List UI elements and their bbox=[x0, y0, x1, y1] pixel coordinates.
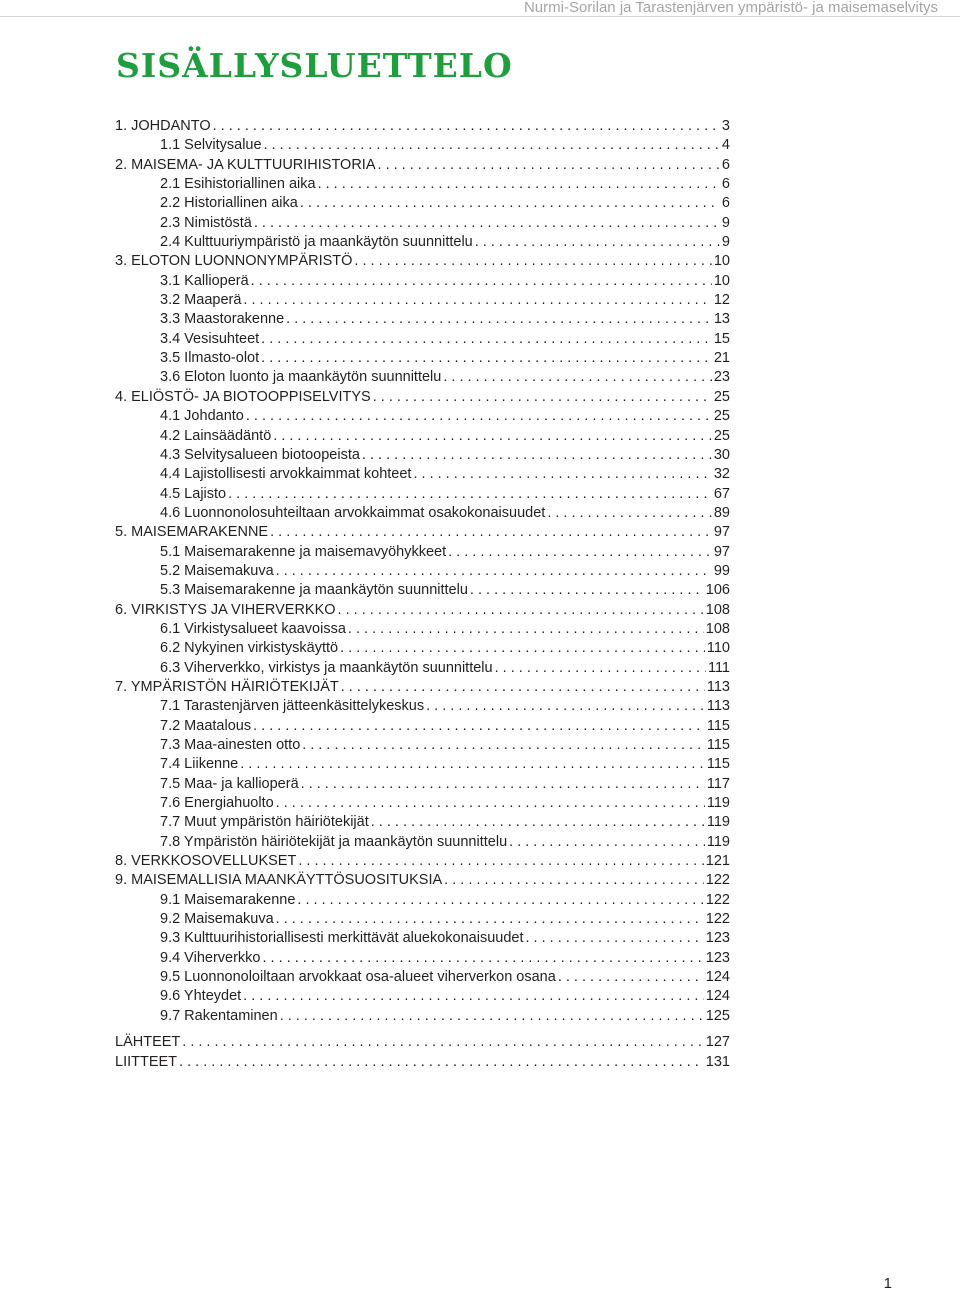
toc-page-number: 99 bbox=[713, 562, 730, 579]
toc-subentry[interactable] bbox=[115, 291, 730, 310]
toc-entry-title: 5. MAISEMARAKENNE bbox=[115, 524, 269, 541]
dot-leader bbox=[240, 755, 705, 774]
toc-subentry[interactable] bbox=[115, 562, 730, 581]
toc-page-number: 15 bbox=[713, 330, 730, 347]
toc-entry[interactable] bbox=[115, 523, 730, 542]
toc-page-number: 122 bbox=[705, 872, 730, 889]
toc-entry-title: 4.1 Johdanto bbox=[160, 408, 244, 425]
dot-leader bbox=[341, 678, 705, 697]
toc-entry-title: 3. ELOTON LUONNONYMPÄRISTÖ bbox=[115, 253, 353, 270]
toc-subentry[interactable] bbox=[115, 910, 730, 929]
toc-entry-title: 5.3 Maisemarakenne ja maankäytön suunnittelu bbox=[160, 582, 468, 599]
dot-leader bbox=[273, 427, 712, 446]
toc-page-number: 123 bbox=[705, 930, 730, 947]
dot-leader bbox=[251, 272, 712, 291]
toc-entry-title: 6.3 Viherverkko, virkistys ja maankäytön suunnittelu bbox=[160, 659, 493, 676]
page-title: SISÄLLYSLUETTELO bbox=[116, 46, 513, 85]
dot-leader bbox=[276, 562, 712, 581]
toc-subentry[interactable] bbox=[115, 639, 730, 658]
toc-subentry[interactable] bbox=[115, 272, 730, 291]
dot-leader bbox=[475, 233, 720, 252]
toc-entry-title: 4. ELIÖSTÖ- JA BIOTOOPPISELVITYS bbox=[115, 388, 371, 405]
dot-leader bbox=[261, 349, 712, 368]
toc-page-number: 23 bbox=[713, 369, 730, 386]
toc-entry-title: 3.3 Maastorakenne bbox=[160, 311, 285, 328]
toc-page-number: 10 bbox=[713, 253, 730, 270]
toc-entry[interactable] bbox=[115, 252, 730, 271]
toc-page-number: 6 bbox=[721, 156, 730, 173]
toc-page-number: 125 bbox=[705, 1007, 730, 1024]
toc-entry[interactable] bbox=[115, 1033, 730, 1052]
toc-entry-title: 3.6 Eloton luonto ja maankäytön suunnittelu bbox=[160, 369, 442, 386]
toc-subentry[interactable] bbox=[115, 214, 730, 233]
toc-page-number: 67 bbox=[713, 485, 730, 502]
toc-entry-title: 4.6 Luonnonolosuhteiltaan arvokkaimmat osakokonaisuudet bbox=[160, 504, 546, 521]
toc-page-number: 113 bbox=[706, 678, 730, 695]
toc-page-number: 115 bbox=[706, 717, 730, 734]
dot-leader bbox=[444, 871, 704, 890]
toc-entry[interactable] bbox=[115, 1053, 730, 1072]
toc-entry-title: 2.4 Kulttuuriympäristö ja maankäytön suunnittelu bbox=[160, 234, 473, 251]
dot-leader bbox=[547, 504, 712, 523]
dot-leader bbox=[276, 910, 704, 929]
toc-page-number: 119 bbox=[706, 814, 730, 831]
dot-leader bbox=[254, 214, 720, 233]
toc-entry-title: 6.2 Nykyinen virkistyskäyttö bbox=[160, 640, 339, 657]
toc-subentry[interactable] bbox=[115, 755, 730, 774]
toc-subentry[interactable] bbox=[115, 949, 730, 968]
toc-subentry[interactable] bbox=[115, 1007, 730, 1026]
toc-page-number: 13 bbox=[713, 311, 730, 328]
toc-page-number: 9 bbox=[721, 234, 730, 251]
toc-page-number: 6 bbox=[721, 195, 730, 212]
toc-subentry[interactable] bbox=[115, 581, 730, 600]
toc-subentry[interactable] bbox=[115, 929, 730, 948]
page-number: 1 bbox=[883, 1275, 892, 1292]
toc-entry-title: 2. MAISEMA- JA KULTTUURIHISTORIA bbox=[115, 156, 376, 173]
toc-page-number: 21 bbox=[713, 350, 730, 367]
toc-page-number: 106 bbox=[705, 582, 730, 599]
dot-leader bbox=[270, 523, 712, 542]
toc-subentry[interactable] bbox=[115, 717, 730, 736]
running-header: Nurmi-Sorilan ja Tarastenjärven ympäristö- ja maisemaselvitys bbox=[523, 0, 938, 16]
toc-subentry[interactable] bbox=[115, 697, 730, 716]
dot-leader bbox=[558, 968, 704, 987]
dot-leader bbox=[280, 1007, 704, 1026]
toc-entry-title: 9.2 Maisemakuva bbox=[160, 911, 274, 928]
toc-entry-title: 2.2 Historiallinen aika bbox=[160, 195, 298, 212]
toc-entry-title: 5.2 Maisemakuva bbox=[160, 562, 274, 579]
toc-subentry[interactable] bbox=[115, 620, 730, 639]
dot-leader bbox=[509, 833, 705, 852]
table-of-contents bbox=[115, 117, 730, 1072]
dot-leader bbox=[348, 620, 704, 639]
dot-leader bbox=[495, 659, 706, 678]
toc-page-number: 115 bbox=[706, 737, 730, 753]
toc-page-number: 12 bbox=[713, 292, 730, 309]
toc-page-number: 97 bbox=[713, 524, 730, 541]
toc-page-number: 6 bbox=[721, 176, 730, 193]
toc-page-number: 113 bbox=[706, 698, 730, 715]
toc-page-number: 123 bbox=[705, 949, 730, 966]
dot-leader bbox=[276, 794, 705, 813]
toc-entry-title: 3.1 Kallioperä bbox=[160, 272, 249, 289]
toc-page-number: 124 bbox=[705, 988, 730, 1005]
toc-entry-title: 7.2 Maatalous bbox=[160, 717, 252, 734]
toc-entry-title: 7.4 Liikenne bbox=[160, 756, 239, 773]
dot-leader bbox=[253, 717, 705, 736]
toc-page-number: 108 bbox=[705, 620, 730, 637]
dot-leader bbox=[213, 117, 720, 136]
toc-entry-title: 4.5 Lajisto bbox=[160, 485, 227, 502]
dot-leader bbox=[243, 291, 711, 310]
toc-page-number: 25 bbox=[713, 427, 730, 444]
toc-entry-title: 8. VERKKOSOVELLUKSET bbox=[115, 853, 297, 870]
toc-page-number: 10 bbox=[713, 272, 730, 289]
dot-leader bbox=[297, 891, 703, 910]
dot-leader bbox=[286, 310, 712, 329]
toc-page-number: 30 bbox=[713, 446, 730, 463]
dot-leader bbox=[443, 368, 712, 387]
toc-entry-title: 9.3 Kulttuurihistoriallisesti merkittävät aluekokonaisuudet bbox=[160, 930, 524, 947]
dot-leader bbox=[526, 929, 704, 948]
toc-entry-title: 7.6 Energiahuolto bbox=[160, 795, 274, 812]
toc-subentry[interactable] bbox=[115, 968, 730, 987]
toc-page-number: 121 bbox=[705, 853, 730, 870]
toc-entry-title: 3.2 Maaperä bbox=[160, 292, 242, 309]
toc-page-number: 32 bbox=[713, 466, 730, 483]
dot-leader bbox=[318, 175, 720, 194]
toc-entry-title: 1. JOHDANTO bbox=[115, 118, 211, 134]
toc-page-number: 97 bbox=[713, 543, 730, 560]
dot-leader bbox=[300, 194, 720, 213]
toc-subentry[interactable] bbox=[115, 446, 730, 465]
toc-entry-title: 2.3 Nimistöstä bbox=[160, 214, 252, 231]
toc-page-number: 9 bbox=[721, 214, 730, 231]
toc-entry[interactable] bbox=[115, 601, 730, 620]
toc-entry-title: LÄHTEET bbox=[115, 1034, 181, 1051]
toc-subentry[interactable] bbox=[115, 813, 730, 832]
dot-leader bbox=[261, 330, 712, 349]
toc-subentry[interactable] bbox=[115, 194, 730, 213]
toc-page-number: 124 bbox=[705, 969, 730, 986]
toc-entry-title: 7.3 Maa-ainesten otto bbox=[160, 737, 301, 753]
dot-leader bbox=[264, 136, 720, 155]
toc-entry-title: 9.4 Viherverkko bbox=[160, 949, 261, 966]
toc-entry[interactable] bbox=[115, 388, 730, 407]
dot-leader bbox=[373, 388, 712, 407]
toc-subentry[interactable] bbox=[115, 736, 730, 755]
toc-entry-title: 6. VIRKISTYS JA VIHERVERKKO bbox=[115, 601, 336, 618]
toc-entry-title: 7. YMPÄRISTÖN HÄIRIÖTEKIJÄT bbox=[115, 678, 339, 695]
toc-subentry[interactable] bbox=[115, 175, 730, 194]
toc-entry[interactable] bbox=[115, 678, 730, 697]
dot-leader bbox=[378, 156, 720, 175]
toc-page-number: 117 bbox=[706, 775, 730, 792]
dot-leader bbox=[340, 639, 705, 658]
dot-leader bbox=[182, 1033, 704, 1052]
toc-entry-title: 3.5 Ilmasto-olot bbox=[160, 350, 260, 367]
dot-leader bbox=[362, 446, 712, 465]
dot-leader bbox=[426, 697, 705, 716]
toc-page-number: 111 bbox=[707, 659, 730, 676]
toc-page-number: 131 bbox=[705, 1053, 730, 1070]
toc-entry-title: 4.4 Lajistollisesti arvokkaimmat kohteet bbox=[160, 466, 412, 483]
dot-leader bbox=[338, 601, 704, 620]
toc-subentry[interactable] bbox=[115, 136, 730, 155]
toc-entry-title: 5.1 Maisemarakenne ja maisemavyöhykkeet bbox=[160, 543, 447, 560]
dot-leader bbox=[448, 543, 712, 562]
toc-entry-title: 2.1 Esihistoriallinen aika bbox=[160, 176, 316, 193]
toc-subentry[interactable] bbox=[115, 504, 730, 523]
toc-subentry[interactable] bbox=[115, 407, 730, 426]
toc-entry-title: 4.3 Selvitysalueen biotoopeista bbox=[160, 446, 360, 463]
toc-page-number: 122 bbox=[705, 891, 730, 908]
toc-page-number: 4 bbox=[721, 137, 730, 154]
toc-subentry[interactable] bbox=[115, 543, 730, 562]
toc-subentry[interactable] bbox=[115, 349, 730, 368]
toc-entry-title: LIITTEET bbox=[115, 1053, 178, 1070]
toc-subentry[interactable] bbox=[115, 794, 730, 813]
toc-entry[interactable] bbox=[115, 117, 730, 136]
toc-subentry[interactable] bbox=[115, 233, 730, 252]
toc-page-number: 110 bbox=[706, 640, 730, 657]
toc-subentry[interactable] bbox=[115, 310, 730, 329]
toc-subentry[interactable] bbox=[115, 659, 730, 678]
toc-subentry[interactable] bbox=[115, 891, 730, 910]
toc-subentry[interactable] bbox=[115, 485, 730, 504]
toc-entry-title: 9.7 Rakentaminen bbox=[160, 1007, 278, 1024]
toc-subentry[interactable] bbox=[115, 987, 730, 1006]
dot-leader bbox=[262, 949, 703, 968]
toc-page-number: 108 bbox=[705, 601, 730, 618]
toc-page-number: 122 bbox=[705, 911, 730, 928]
dot-leader bbox=[298, 852, 703, 871]
toc-subentry[interactable] bbox=[115, 465, 730, 484]
dot-leader bbox=[413, 465, 711, 484]
toc-page-number: 89 bbox=[713, 504, 730, 521]
dot-leader bbox=[228, 485, 712, 504]
toc-entry-title: 6.1 Virkistysalueet kaavoissa bbox=[160, 620, 346, 637]
toc-entry-title: 9.5 Luonnonoloiltaan arvokkaat osa-alueet viherverkon osana bbox=[160, 969, 556, 986]
toc-entry[interactable] bbox=[115, 156, 730, 175]
toc-entry-title: 9. MAISEMALLISIA MAANKÄYTTÖSUOSITUKSIA bbox=[115, 872, 443, 889]
dot-leader bbox=[246, 407, 712, 426]
toc-entry-title: 7.1 Tarastenjärven jätteenkäsittelykeskus bbox=[160, 698, 425, 715]
dot-leader bbox=[302, 736, 705, 755]
dot-leader bbox=[371, 813, 705, 832]
toc-entry-title: 7.8 Ympäristön häiriötekijät ja maankäytön suunnittelu bbox=[160, 833, 508, 850]
toc-entry-title: 9.1 Maisemarakenne bbox=[160, 891, 296, 908]
toc-page-number: 119 bbox=[706, 833, 730, 850]
toc-subentry[interactable] bbox=[115, 368, 730, 387]
toc-page-number: 3 bbox=[721, 118, 730, 134]
dot-leader bbox=[179, 1053, 704, 1072]
dot-leader bbox=[301, 775, 705, 794]
toc-entry-title: 7.7 Muut ympäristön häiriötekijät bbox=[160, 814, 369, 831]
toc-page-number: 115 bbox=[706, 756, 730, 773]
toc-page-number: 119 bbox=[706, 795, 730, 812]
toc-entry[interactable] bbox=[115, 852, 730, 871]
dot-leader bbox=[243, 987, 704, 1006]
toc-subentry[interactable] bbox=[115, 775, 730, 794]
toc-page-number: 127 bbox=[705, 1034, 730, 1051]
toc-entry-title: 3.4 Vesisuhteet bbox=[160, 330, 260, 347]
toc-page-number: 25 bbox=[713, 408, 730, 425]
toc-entry-title: 1.1 Selvitysalue bbox=[160, 137, 262, 154]
toc-entry-title: 9.6 Yhteydet bbox=[160, 988, 242, 1005]
dot-leader bbox=[354, 252, 711, 271]
toc-subentry[interactable] bbox=[115, 833, 730, 852]
header-rule bbox=[0, 16, 960, 17]
toc-entry-title: 7.5 Maa- ja kallioperä bbox=[160, 775, 299, 792]
toc-subentry[interactable] bbox=[115, 427, 730, 446]
toc-subentry[interactable] bbox=[115, 330, 730, 349]
toc-page-number: 25 bbox=[713, 388, 730, 405]
toc-entry-title: 4.2 Lainsäädäntö bbox=[160, 427, 272, 444]
toc-entry[interactable] bbox=[115, 871, 730, 890]
dot-leader bbox=[470, 581, 704, 600]
